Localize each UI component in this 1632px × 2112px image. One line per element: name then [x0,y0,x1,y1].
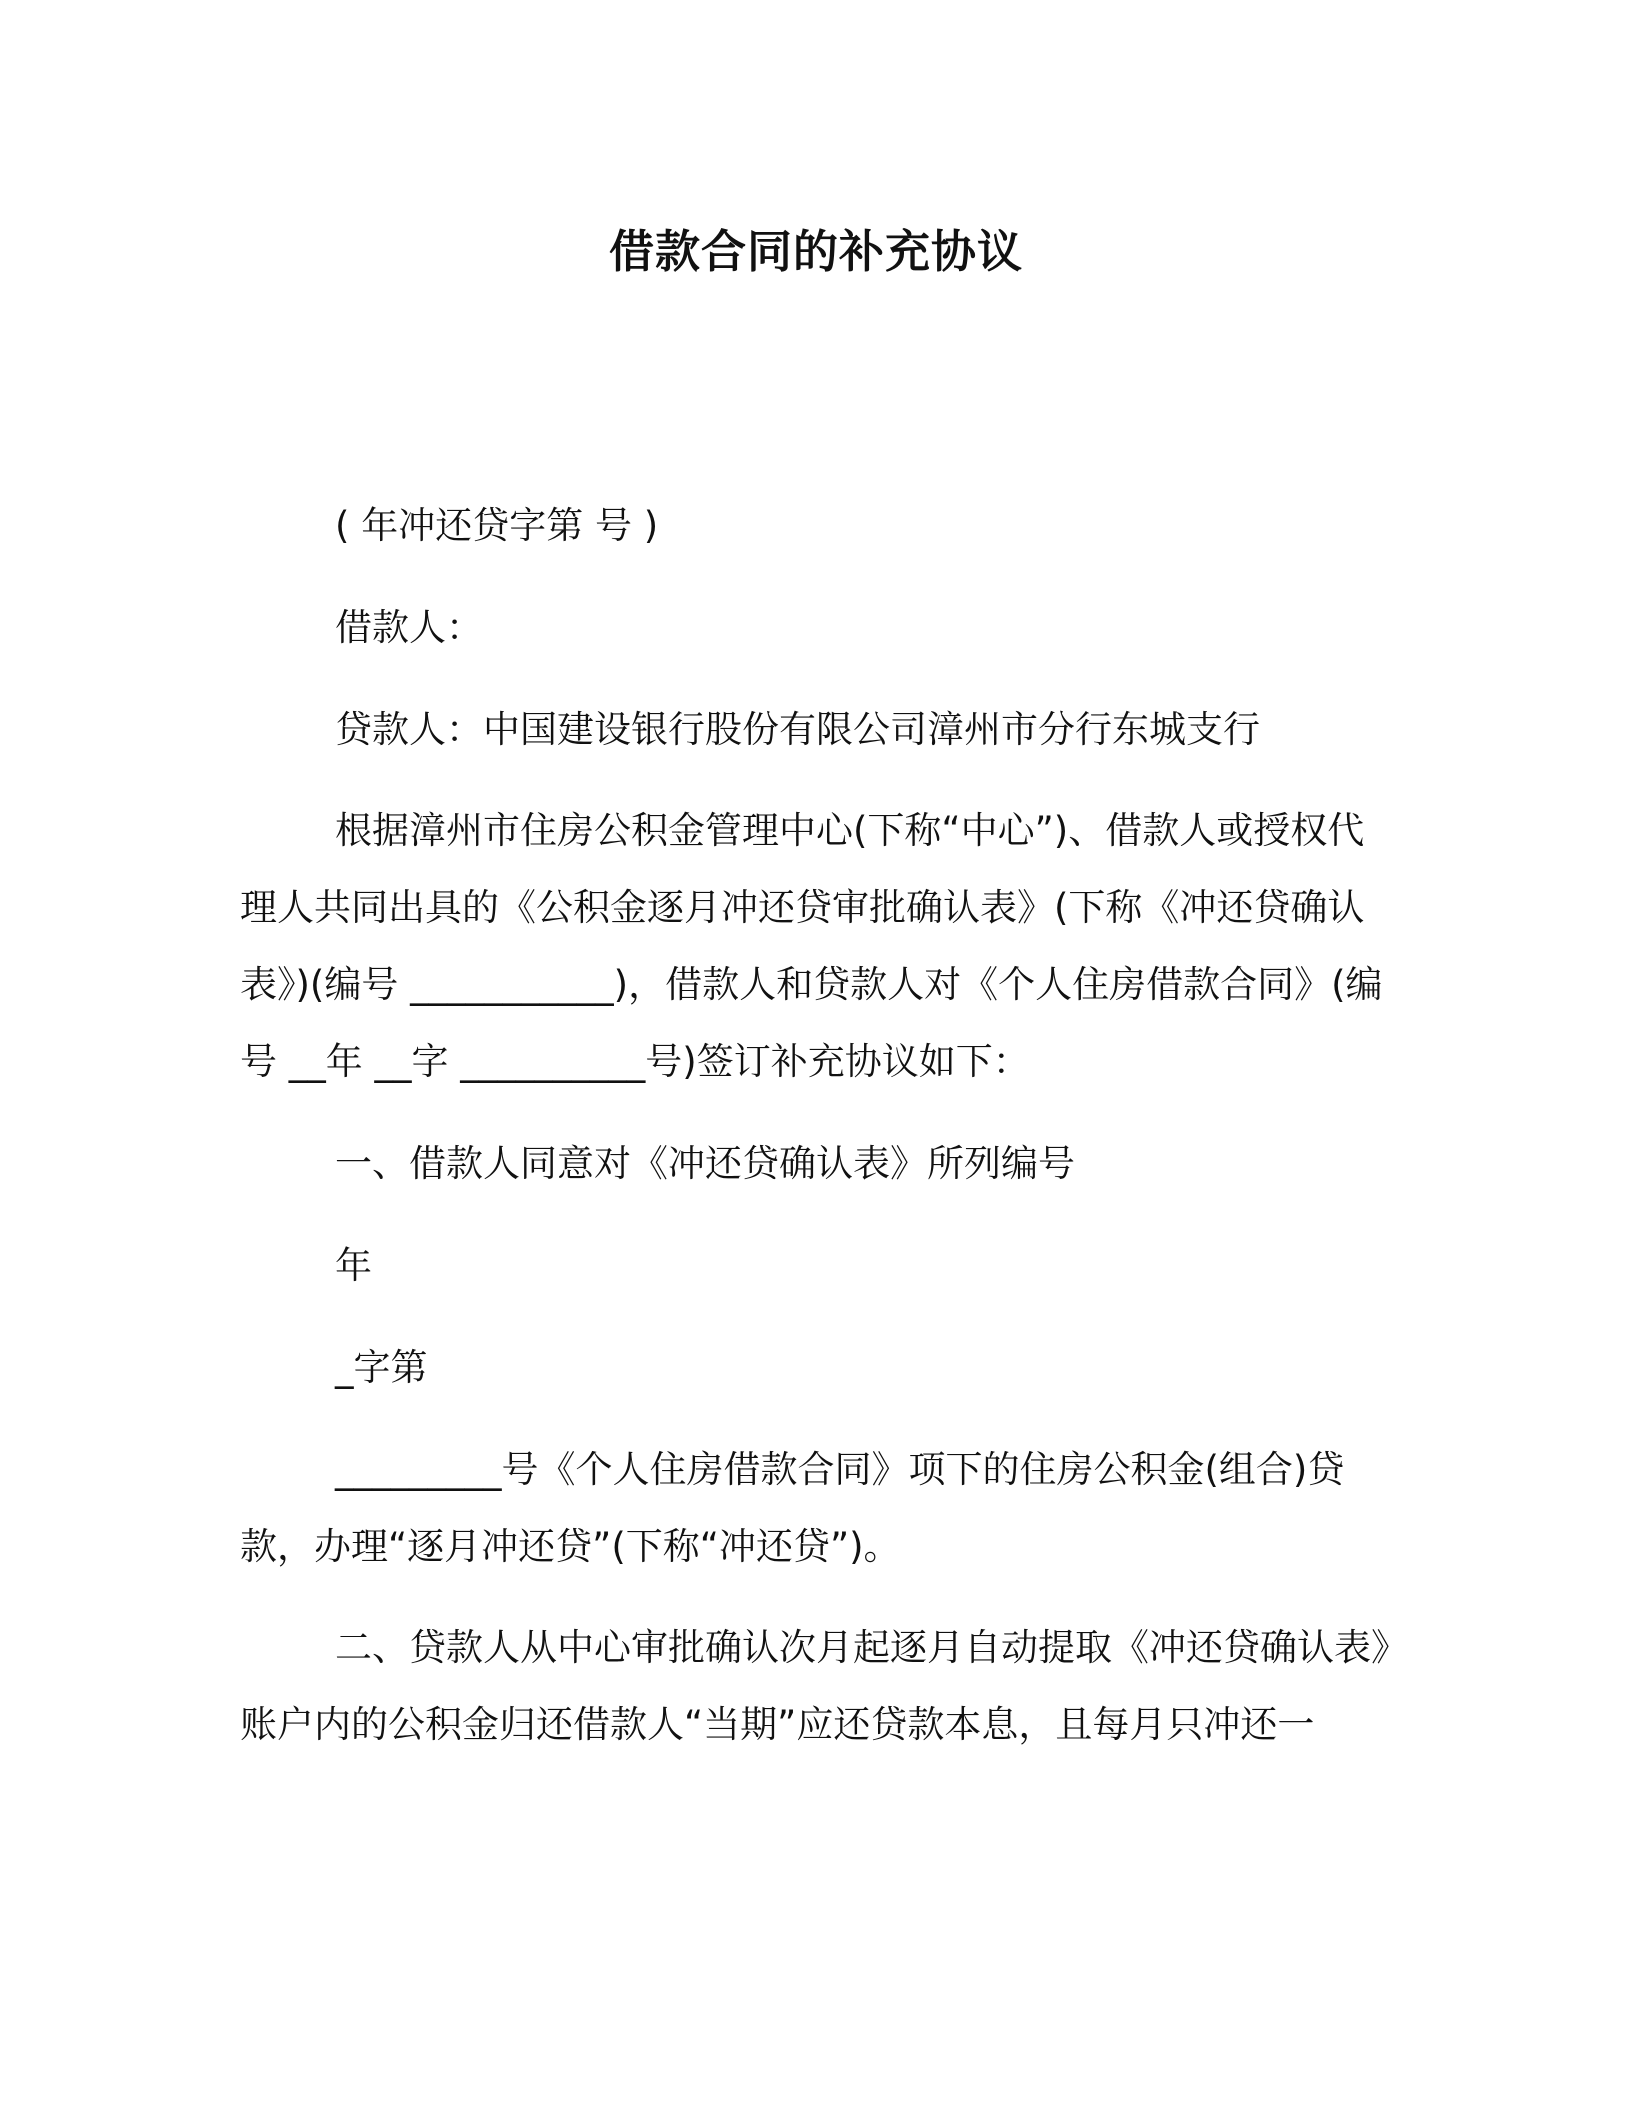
clause-2-paragraph: 二、贷款人从中心审批确认次月起逐月自动提取《冲还贷确认表》账户内的公积金归还借款人“当期”应还贷款本息，且每月只冲还一 [240,1626,1390,1746]
clause-1-line-1: 一、借款人同意对《冲还贷确认表》所列编号 [335,1142,1075,1185]
borrower-line: 借款人： [335,606,483,649]
clause-1-line-4: _________号《个人住房借款合同》项下的住房公积金(组合)贷款，办理“逐月冲还贷”(下称“冲还贷”)。 [240,1448,1345,1568]
document-title: 借款合同的补充协议 [608,225,1023,278]
lender-line: 贷款人：中国建设银行股份有限公司漳州市分行东城支行 [335,708,1260,751]
clause-1-line-2: 年 [335,1244,372,1287]
clause-1-line-3: _字第 [335,1346,428,1389]
contract-reference: ( 年冲还贷字第 号 ) [335,504,659,547]
intro-paragraph: 根据漳州市住房公积金管理中心(下称“中心”)、借款人或授权代理人共同出具的《公积金逐月冲还贷审批确认表》(下称《冲还贷确认表》)(编号 ___________)，借款人和贷款人对《个人住房借款合同》(编号 __年 __字 __________号)签订补充协议如下： [240,809,1383,1083]
